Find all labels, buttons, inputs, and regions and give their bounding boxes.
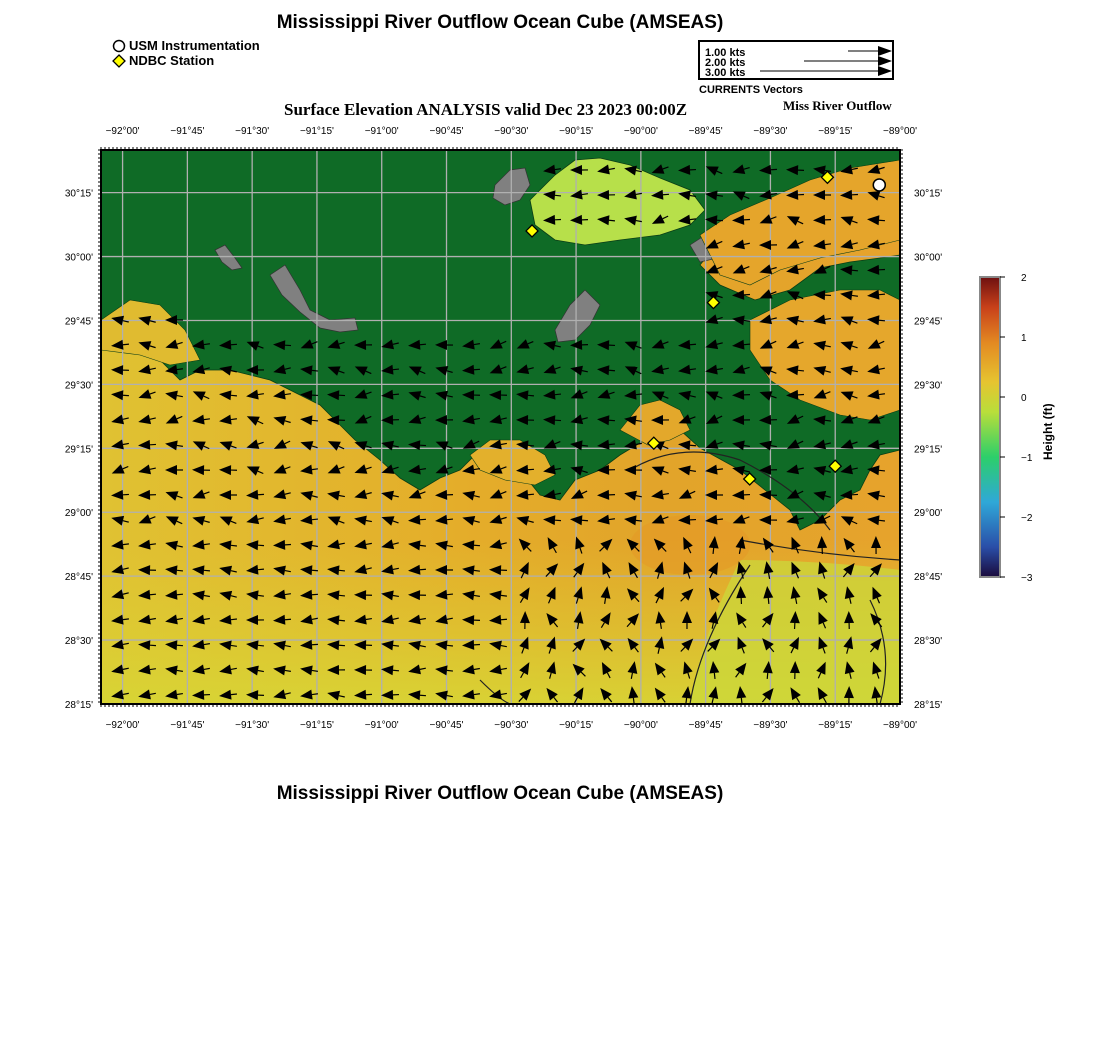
lon-label-bottom: −89°00'	[883, 720, 917, 731]
lon-label-bottom: −91°45'	[170, 720, 205, 731]
lon-label-top: −90°45'	[429, 126, 464, 137]
lon-label-bottom: −89°15'	[818, 720, 853, 731]
vector-key-label-2: 2.00 kts	[705, 57, 746, 69]
lat-label-right: 29°30'	[914, 380, 943, 392]
colorbar-tick-label: −1	[1021, 453, 1033, 464]
lon-label-top: −92°00'	[105, 126, 140, 137]
colorbar-tick-label: −2	[1021, 513, 1033, 524]
lat-label-left: 28°45'	[64, 572, 93, 584]
colorbar-tick-label: 2	[1021, 273, 1027, 284]
lat-label-right: 30°15'	[914, 188, 943, 200]
lat-label-right: 29°00'	[914, 508, 943, 520]
lat-label-right: 28°30'	[914, 636, 943, 648]
map-area	[101, 150, 900, 704]
colorbar-tick-label: 1	[1021, 333, 1027, 344]
colorbar-tick-label: −3	[1021, 573, 1033, 584]
lon-label-top: −91°30'	[235, 126, 270, 137]
lon-label-bottom: −91°30'	[235, 720, 270, 731]
map-title: Surface Elevation ANALYSIS valid Dec 23 2023 00:00Z	[284, 100, 688, 119]
lat-label-left: 30°15'	[64, 188, 93, 200]
lon-label-top: −91°45'	[170, 126, 205, 137]
usm-station-marker[interactable]	[873, 179, 885, 191]
lat-label-left: 29°00'	[64, 508, 93, 520]
lon-label-bottom: −90°45'	[429, 720, 464, 731]
lon-label-top: −91°00'	[364, 126, 399, 137]
colorbar	[980, 273, 1033, 584]
page-title: Mississippi River Outflow Ocean Cube (AMSEAS)	[276, 12, 724, 33]
lat-label-left: 30°00'	[64, 252, 93, 264]
lon-label-bottom: −90°00'	[623, 720, 658, 731]
lat-label-left: 29°30'	[64, 380, 93, 392]
lon-label-bottom: −89°45'	[688, 720, 723, 731]
lat-label-right: 28°45'	[914, 572, 943, 584]
lon-label-top: −90°30'	[494, 126, 529, 137]
lat-label-left: 28°30'	[64, 636, 93, 648]
lon-label-top: −89°15'	[818, 126, 853, 137]
colorbar-ticks	[1000, 273, 1033, 584]
lon-label-top: −90°15'	[559, 126, 594, 137]
lat-label-left: 29°15'	[64, 444, 93, 456]
colorbar-tick-label: 0	[1021, 393, 1027, 404]
legend-label-ndbc: NDBC Station	[129, 53, 215, 68]
lon-label-top: −91°15'	[299, 126, 334, 137]
lat-label-right: 30°00'	[914, 252, 943, 264]
lon-label-top: −89°00'	[883, 126, 917, 137]
lat-label-left: 28°15'	[64, 700, 93, 711]
vector-key-caption: CURRENTS Vectors	[699, 84, 803, 96]
lon-label-bottom: −91°15'	[299, 720, 334, 731]
vector-key-label-1: 1.00 kts	[705, 47, 746, 59]
legend-label-usm: USM Instrumentation	[129, 38, 260, 53]
footer-title: Mississippi River Outflow Ocean Cube (AMSEAS)	[276, 783, 724, 804]
vector-key-label-3: 3.00 kts	[705, 67, 746, 78]
colorbar-label: Height (ft)	[1041, 403, 1055, 460]
lon-label-bottom: −89°30'	[753, 720, 788, 731]
lat-label-right: 29°45'	[914, 316, 943, 328]
lon-label-bottom: −90°30'	[494, 720, 529, 731]
lon-label-top: −90°00'	[623, 126, 658, 137]
lon-label-bottom: −92°00'	[105, 720, 140, 731]
lon-label-bottom: −90°15'	[559, 720, 594, 731]
lon-label-top: −89°45'	[688, 126, 723, 137]
lat-label-right: 28°15'	[914, 700, 943, 711]
lat-label-left: 29°45'	[64, 316, 93, 328]
lat-label-right: 29°15'	[914, 444, 943, 456]
lon-label-bottom: −91°00'	[364, 720, 399, 731]
colorbar-ramp	[980, 277, 1000, 577]
lon-label-top: −89°30'	[753, 126, 788, 137]
map-subtitle: Miss River Outflow	[783, 98, 892, 113]
